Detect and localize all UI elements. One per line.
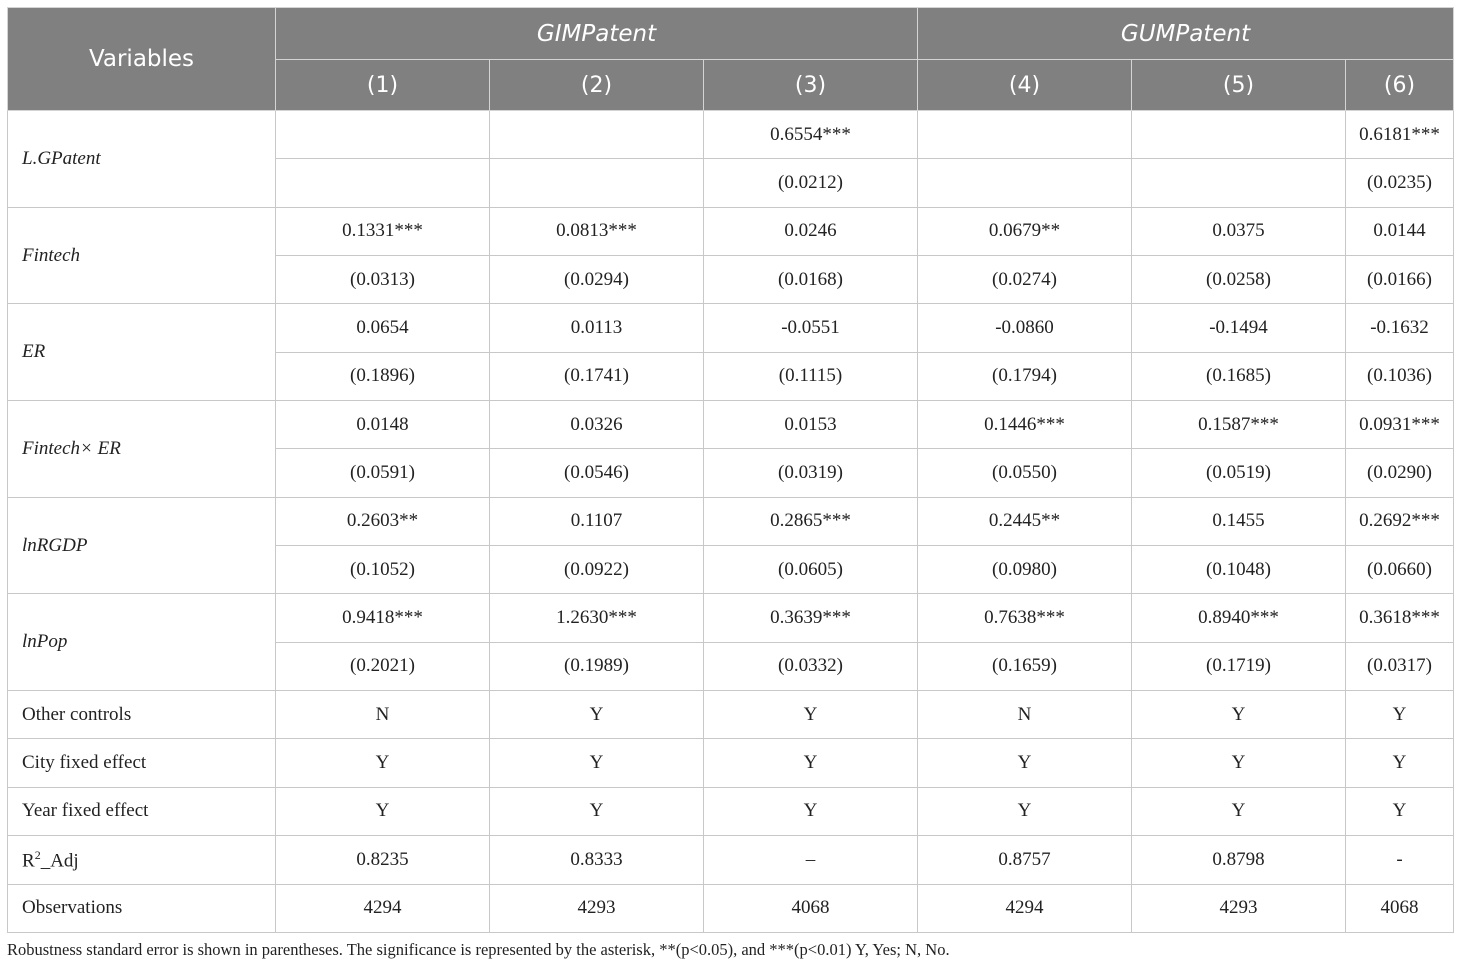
standard-error-cell: (0.0235) [1346, 159, 1454, 207]
standard-error-cell: (0.0212) [704, 159, 918, 207]
standard-error-cell: (0.1741) [490, 352, 704, 400]
coefficient-cell: 0.8940*** [1132, 594, 1346, 642]
standard-error-cell: (0.0290) [1346, 449, 1454, 497]
control-value-cell: Y [276, 787, 490, 835]
control-name: Year fixed effect [8, 787, 276, 835]
r2-label [8, 836, 276, 884]
coefficient-cell: 0.0931*** [1346, 401, 1454, 449]
standard-error-cell: (0.0605) [704, 546, 918, 594]
standard-error-cell: (0.0166) [1346, 256, 1454, 304]
r2-value-cell: 0.8757 [918, 836, 1132, 884]
coefficient-cell: -0.1494 [1132, 304, 1346, 352]
coefficient-cell: 0.0148 [276, 401, 490, 449]
variable-name: lnPop [8, 594, 276, 691]
standard-error-cell: (0.1794) [918, 352, 1132, 400]
coefficient-cell: 0.1455 [1132, 497, 1346, 545]
control-value-cell: Y [490, 691, 704, 739]
coefficient-cell: 0.7638*** [918, 594, 1132, 642]
control-value-cell: Y [1346, 787, 1454, 835]
control-value-cell: Y [1346, 691, 1454, 739]
control-name: Other controls [8, 691, 276, 739]
variable-name: Fintech [8, 207, 276, 304]
table-row [8, 111, 1454, 159]
table-row [8, 304, 1454, 352]
control-value-cell: Y [704, 739, 918, 787]
coefficient-cell [490, 111, 704, 159]
coefficient-cell: 0.0679** [918, 207, 1132, 255]
control-value-cell: Y [918, 739, 1132, 787]
control-value-cell: Y [276, 739, 490, 787]
control-value-cell: Y [490, 787, 704, 835]
coefficient-cell [276, 111, 490, 159]
coefficient-cell: 0.0153 [704, 401, 918, 449]
standard-error-cell: (0.1989) [490, 642, 704, 690]
control-value-cell: N [918, 691, 1132, 739]
control-value-cell: N [276, 691, 490, 739]
standard-error-cell: (0.0546) [490, 449, 704, 497]
table-row [8, 691, 1454, 739]
standard-error-cell: (0.0922) [490, 546, 704, 594]
standard-error-cell: (0.0660) [1346, 546, 1454, 594]
coefficient-cell: 0.2865*** [704, 497, 918, 545]
coefficient-cell: 0.0813*** [490, 207, 704, 255]
standard-error-cell: (0.0550) [918, 449, 1132, 497]
control-value-cell: Y [1132, 787, 1346, 835]
table-row [8, 207, 1454, 255]
coefficient-cell: 0.1446*** [918, 401, 1132, 449]
standard-error-cell: (0.0313) [276, 256, 490, 304]
r2-value-cell: 0.8235 [276, 836, 490, 884]
table-row [8, 497, 1454, 545]
variable-name: L.GPatent [8, 111, 276, 208]
standard-error-cell: (0.0519) [1132, 449, 1346, 497]
group-header-gumpatent: GUMPatent [918, 8, 1454, 60]
standard-error-cell: (0.0317) [1346, 642, 1454, 690]
observations-value-cell: 4294 [918, 884, 1132, 933]
coefficient-cell: 0.1587*** [1132, 401, 1346, 449]
standard-error-cell: (0.0332) [704, 642, 918, 690]
control-value-cell: Y [918, 787, 1132, 835]
control-value-cell: Y [1132, 739, 1346, 787]
standard-error-cell: (0.1052) [276, 546, 490, 594]
regression-table [7, 7, 1454, 933]
coefficient-cell: 0.9418*** [276, 594, 490, 642]
table-footnote: Robustness standard error is shown in parentheses. The significance is represented by the asterisk, **(p<0.05), and ***(p<0.01) Y, Yes; N, No. [7, 940, 950, 959]
observations-label: Observations [8, 884, 276, 933]
standard-error-cell: (0.0274) [918, 256, 1132, 304]
coefficient-cell: -0.1632 [1346, 304, 1454, 352]
coefficient-cell: 0.0375 [1132, 207, 1346, 255]
coefficient-cell: 0.2445** [918, 497, 1132, 545]
standard-error-cell: (0.1036) [1346, 352, 1454, 400]
coefficient-cell [918, 111, 1132, 159]
standard-error-cell: (0.0980) [918, 546, 1132, 594]
coefficient-cell: 0.0113 [490, 304, 704, 352]
column-header-6: (6) [1346, 60, 1454, 111]
coefficient-cell: 0.3639*** [704, 594, 918, 642]
variable-name: ER [8, 304, 276, 401]
table-body [8, 111, 1454, 933]
observations-value-cell: 4293 [490, 884, 704, 933]
table-row [8, 594, 1454, 642]
control-value-cell: Y [1346, 739, 1454, 787]
coefficient-cell: 0.2603** [276, 497, 490, 545]
coefficient-cell: 0.0246 [704, 207, 918, 255]
coefficient-cell: 0.2692*** [1346, 497, 1454, 545]
coefficient-cell: 0.1107 [490, 497, 704, 545]
table-row [8, 401, 1454, 449]
r2-value-cell: - [1346, 836, 1454, 884]
observations-value-cell: 4293 [1132, 884, 1346, 933]
coefficient-cell: 0.3618*** [1346, 594, 1454, 642]
standard-error-cell [1132, 159, 1346, 207]
standard-error-cell: (0.1659) [918, 642, 1132, 690]
group-header-gimpatent: GIMPatent [276, 8, 918, 60]
r2-value-cell: 0.8798 [1132, 836, 1346, 884]
column-header-3: (3) [704, 60, 918, 111]
r2-suffix: _Adj [40, 849, 79, 871]
variable-name: lnRGDP [8, 497, 276, 594]
table-row [8, 787, 1454, 835]
coefficient-cell: 0.1331*** [276, 207, 490, 255]
standard-error-cell: (0.2021) [276, 642, 490, 690]
coefficient-cell: 0.0144 [1346, 207, 1454, 255]
observations-value-cell: 4294 [276, 884, 490, 933]
column-header-5: (5) [1132, 60, 1346, 111]
column-header-2: (2) [490, 60, 704, 111]
control-value-cell: Y [490, 739, 704, 787]
standard-error-cell: (0.1685) [1132, 352, 1346, 400]
observations-value-cell: 4068 [1346, 884, 1454, 933]
r2-superscript: 2 [34, 847, 41, 862]
table-row [8, 884, 1454, 933]
table-row [8, 836, 1454, 884]
variables-header: Variables [8, 8, 276, 111]
coefficient-cell: 0.6181*** [1346, 111, 1454, 159]
coefficient-cell: 0.0654 [276, 304, 490, 352]
coefficient-cell: -0.0860 [918, 304, 1132, 352]
observations-value-cell: 4068 [704, 884, 918, 933]
standard-error-cell [276, 159, 490, 207]
coefficient-cell [1132, 111, 1346, 159]
standard-error-cell: (0.1896) [276, 352, 490, 400]
control-value-cell: Y [1132, 691, 1346, 739]
variable-name: Fintech× ER [8, 401, 276, 498]
r2-value-cell: – [704, 836, 918, 884]
standard-error-cell: (0.0319) [704, 449, 918, 497]
standard-error-cell: (0.1048) [1132, 546, 1346, 594]
column-header-4: (4) [918, 60, 1132, 111]
table-row [8, 739, 1454, 787]
control-name: City fixed effect [8, 739, 276, 787]
control-value-cell: Y [704, 691, 918, 739]
standard-error-cell [490, 159, 704, 207]
coefficient-cell: 0.6554*** [704, 111, 918, 159]
coefficient-cell: 1.2630*** [490, 594, 704, 642]
r2-base: R [22, 849, 35, 871]
column-header-1: (1) [276, 60, 490, 111]
control-value-cell: Y [704, 787, 918, 835]
standard-error-cell: (0.1115) [704, 352, 918, 400]
r2-value-cell: 0.8333 [490, 836, 704, 884]
coefficient-cell: -0.0551 [704, 304, 918, 352]
standard-error-cell: (0.0258) [1132, 256, 1346, 304]
standard-error-cell: (0.1719) [1132, 642, 1346, 690]
standard-error-cell [918, 159, 1132, 207]
standard-error-cell: (0.0294) [490, 256, 704, 304]
coefficient-cell: 0.0326 [490, 401, 704, 449]
standard-error-cell: (0.0168) [704, 256, 918, 304]
standard-error-cell: (0.0591) [276, 449, 490, 497]
